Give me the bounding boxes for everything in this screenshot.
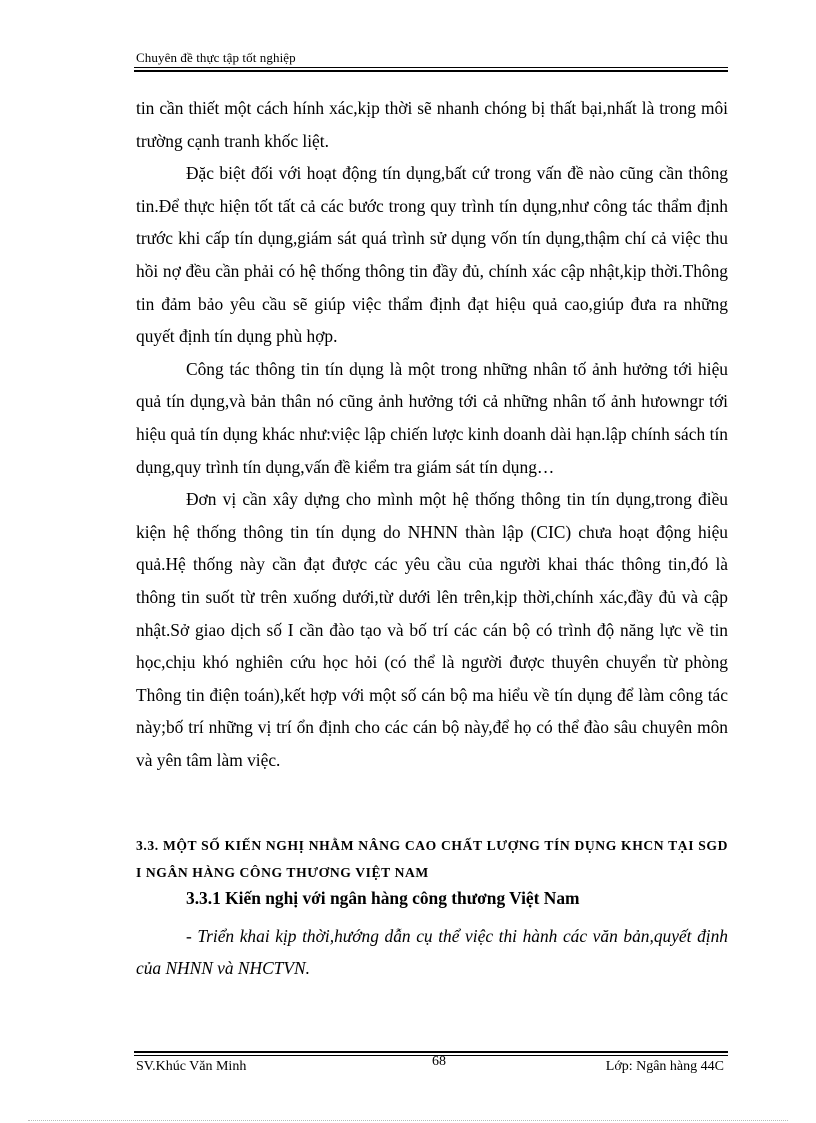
header-rule-thick bbox=[134, 70, 728, 72]
footer-rule bbox=[134, 1055, 728, 1056]
header-title: Chuyên đề thực tập tốt nghiệp bbox=[136, 50, 296, 65]
body-text bbox=[136, 92, 728, 776]
subsection-heading: 3.3.1 Kiến nghị với ngân hàng công thương Việt Nam bbox=[186, 888, 580, 908]
paragraph-continuation: tin cần thiết một cách hính xác,kịp thời sẽ nhanh chóng bị thất bại,nhất là trong môi trường cạnh tranh khốc liệt. bbox=[136, 98, 728, 151]
page-bottom-border bbox=[28, 1120, 788, 1121]
paragraph: Đơn vị cần xây dựng cho mình một hệ thống thông tin tín dụng,trong điều kiện hệ thống thông tin tín dụng do NHNN thàn lập (CIC) chưa hoạt động hiệu quả.Hệ thống này cần đạt được các yêu cầu của người khai thác thông tin,đó là thông tin suốt từ trên xuống dưới,từ dưới lên trên,kịp thời,chính xác,đầy đủ và cập nhật.Sở giao dịch số I cần đào tạo và bố trí các cán bộ có trình độ năng lực về tin học,chịu khó nghiên cứu học hỏi (có thể là người được thuyên chuyển từ phòng Thông tin điện toán),kết hợp với một số cán bộ ma hiểu về tín dụng để làm công tác này;bố trí những vị trí ổn định cho các cán bộ này,để họ có thể đào sâu chuyên môn và yên tâm làm việc. bbox=[136, 489, 728, 770]
page-number: 68 bbox=[432, 1054, 446, 1069]
header-rule bbox=[134, 67, 728, 68]
footer-class: Lớp: Ngân hàng 44C bbox=[605, 1059, 724, 1074]
footer-author: SV.Khúc Văn Minh bbox=[136, 1059, 247, 1074]
footer-rule-thick bbox=[134, 1051, 728, 1053]
paragraph: Đặc biệt đối với hoạt động tín dụng,bất cứ trong vấn đề nào cũng cần thông tin.Để thực hiện tốt tất cả các bước trong quy trình tín dụng,như công tác thẩm định trước khi cấp tín dụng,giám sát quá trình sử dụng vốn tín dụng,thậm chí cả việc thu hồi nợ đều cần phải có hệ thống thông tin đầy đủ, chính xác cập nhật,kịp thời.Thông tin đảm bảo yêu cầu sẽ giúp việc thẩm định đạt hiệu quả cao,giúp đưa ra những quyết định tín dụng phù hợp. bbox=[136, 163, 728, 347]
section-heading: 3.3. MỘT SỐ KIẾN NGHỊ NHẰM NÂNG CAO CHẤT LƯỢNG TÍN DỤNG KHCN TẠI SGD I NGÂN HÀNG CÔNG THƯƠNG VIỆT NAM bbox=[136, 838, 728, 880]
paragraph: Công tác thông tin tín dụng là một trong những nhân tố ảnh hưởng tới hiệu quả tín dụng,và bản thân nó cũng ảnh hưởng tới cả những nhân tố ảnh hưowngr tới hiệu quả tín dụng khác như:việc lập chiến lược kinh doanh dài hạn.lập chính sách tín dụng,quy trình tín dụng,vấn đề kiểm tra giám sát tín dụng… bbox=[136, 358, 728, 477]
italic-paragraph: - Triển khai kịp thời,hướng dẫn cụ thể việc thi hành các văn bản,quyết định của NHNN và NHCTVN. bbox=[136, 926, 728, 978]
